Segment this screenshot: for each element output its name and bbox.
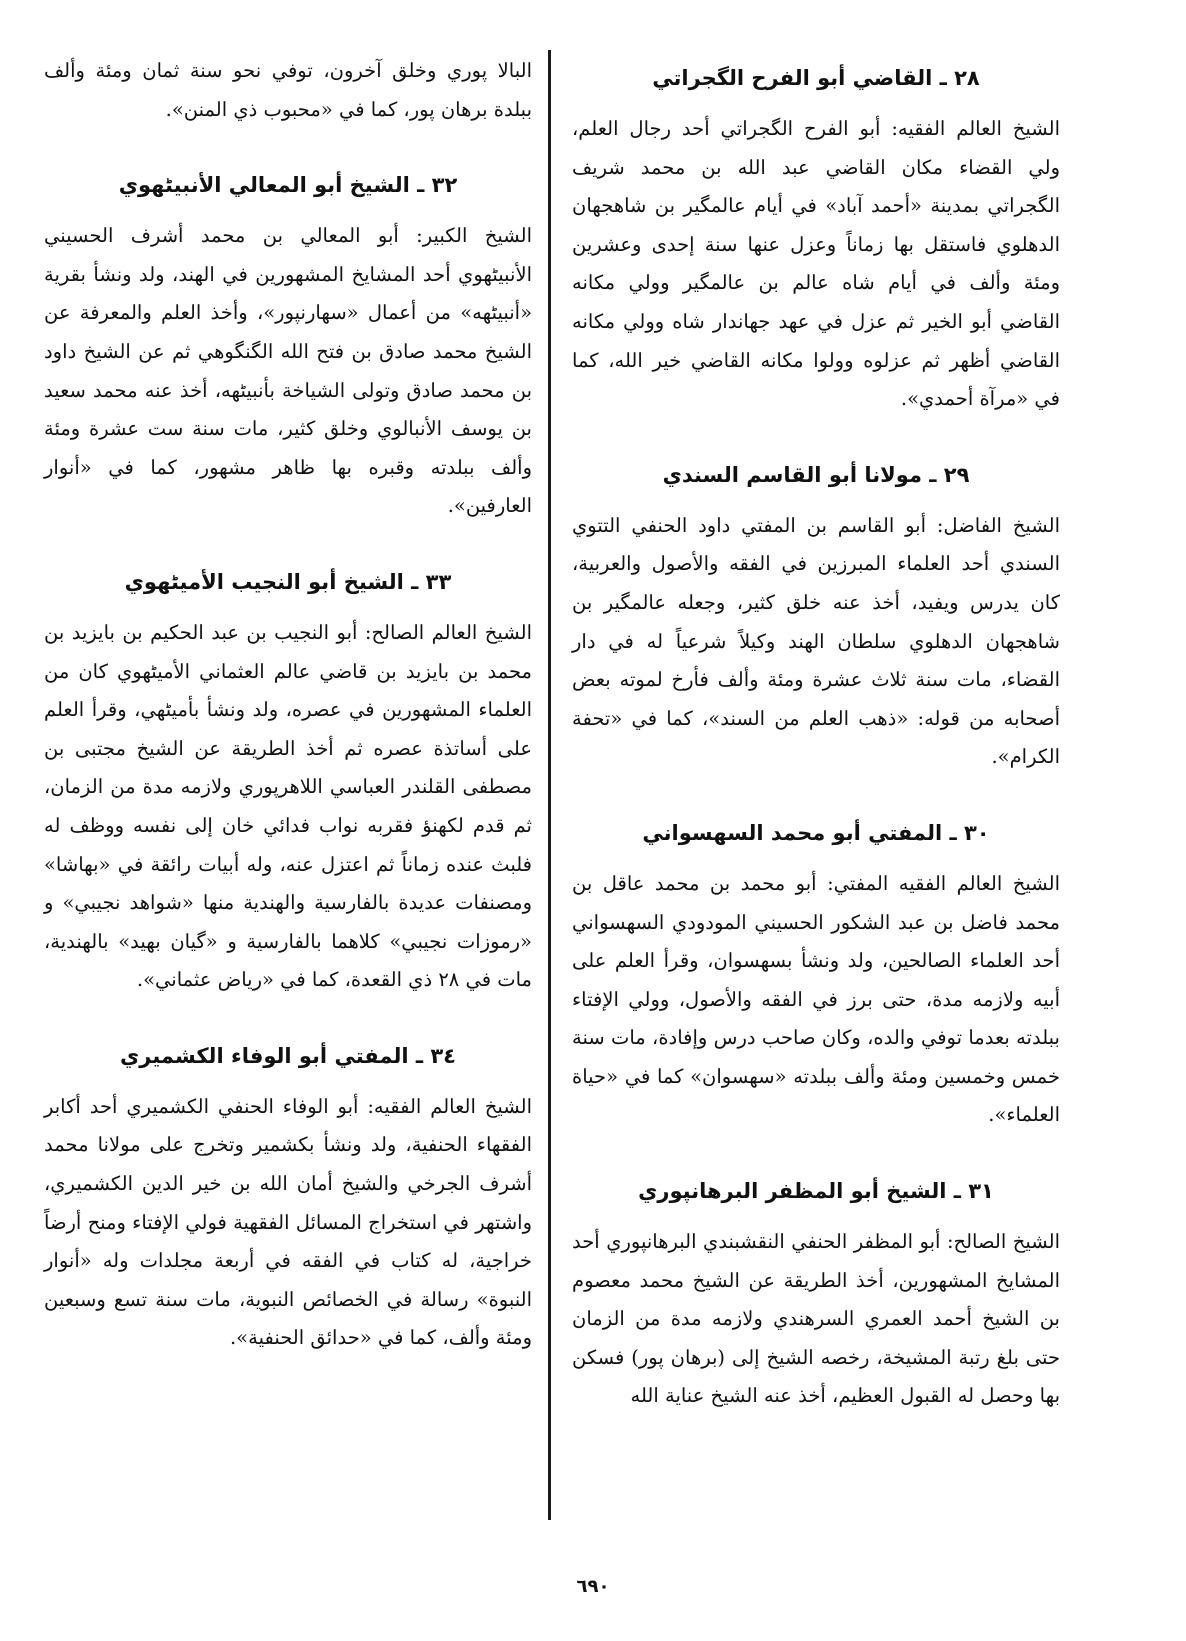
entry-28-body: الشيخ العالم الفقيه: أبو الفرح الگجراتي أحد رجال العلم، ولي القضاء مكان القاضي عبد الله بن محمد شريف الگجراتي بمدينة «أحمد آباد» في أيام عالمگير بن شاهجهان الدهلوي فاستقل بها زماناً وعزل عنها سنة إحدى وعشرين ومئة وألف في أيام شاه عالم بن عالمگير وولي مكانه القاضي أبو الخير ثم عزل في عهد جهاندار شاه وولي مكانه القاضي أظهر ثم عزلوه وولوا مكانه القاضي خير الله، كما في «مرآة أحمدي».	[572, 117, 1060, 411]
entry-34-body: الشيخ العالم الفقيه: أبو الوفاء الحنفي الكشميري أحد أكابر الفقهاء الحنفية، ولد ونشأ بكشمير وتخرج على مولانا محمد أشرف الجرخي والشيخ أمان الله بن خير الدين الكشميري، واشتهر في استخراج المسائل الفقهية فولي الإفتاء ومنح أرضاً خراجية، له كتاب في الفقه في أربعة مجلدات وله «أنوار النبوة» رسالة في الخصائص النبوية، مات سنة تسع وسبعين ومئة وألف، كما في «حدائق الحنفية».	[44, 1094, 532, 1350]
entry-34-title: ٣٤ ـ المفتي أبو الوفاء الكشميري	[120, 1043, 456, 1068]
right-column	[572, 52, 1060, 1416]
entry-32-title: ٣٢ ـ الشيخ أبو المعالي الأنبيٹهوي	[118, 173, 458, 198]
entry-33-body: الشيخ العالم الصالح: أبو النجيب بن عبد الحكيم بن بايزيد بن محمد بن بايزيد بن قاضي عالم العثماني الأميٹهوي كان من العلماء المشهورين في عصره، ولد ونشأ بأميٹهي، وقرأ العلم على أساتذة عصره ثم أخذ الطريقة عن الشيخ مجتبى بن مصطفى القلندر العباسي اللاهرپوري ولازمه مدة من الزمان، ثم قدم لكهنؤ فقربه نواب فدائي خان إلى نفسه ووظف له فلبث عنده زماناً ثم اعتزل عنه، وله أبيات رائقة في «بهاشا» ومصنفات عديدة بالفارسية والهندية منها «شواهد نجيبي» و «رموزات نجيبي» كلاهما بالفارسية و «گيان بهيد» بالهندية، مات في ٢٨ ذي القعدة، كما في «رياض عثماني».	[44, 620, 532, 992]
entry-32-body: الشيخ الكبير: أبو المعالي بن محمد أشرف الحسيني الأنبيٹهوي أحد المشايخ المشهورين في الهند، ولد ونشأ بقرية «أنبيٹهه» من أعمال «سهارنپور»، وأخذ العلم والمعرفة عن الشيخ محمد صادق بن فتح الله الگنگوهي ثم عن الشيخ داود بن محمد صادق وتولى الشياخة بأنبيٹهه، أخذ عنه محمد سعيد بن يوسف الأنبالوي وخلق كثير، مات سنة ست عشرة ومئة وألف ببلدته وقبره بها ظاهر مشهور، كما في «أنوار العارفين».	[44, 224, 532, 518]
entry-30-body: الشيخ العالم الفقيه المفتي: أبو محمد بن محمد عاقل بن محمد فاضل بن عبد الشكور الحسيني المودودي السهسواني أحد العلماء الصالحين، ولد ونشأ بسهسوان، وقرأ العلم على أبيه ولازمه مدة، حتى برز في الفقه والأصول، وولي الإفتاء ببلدته بعدما توفي والده، وكان صاحب درس وإفادة، مات سنة خمس وخمسين ومئة وألف ببلدته «سهسوان» كما في «حياة العلماء».	[572, 871, 1061, 1127]
entry-29-title: ٢٩ ـ مولانا أبو القاسم السندي	[662, 462, 970, 487]
entry-31-title: ٣١ ـ الشيخ أبو المظفر البرهانپوري	[638, 1179, 994, 1204]
entry-31-body: الشيخ الصالح: أبو المظفر الحنفي النقشبندي البرهانپوري أحد المشايخ المشهورين، أخذ الطريقة عن الشيخ محمد معصوم بن الشيخ أحمد العمري السرهندي ولازمه مدة من الزمان حتى بلغ رتبة المشيخة، رخصه الشيخ إلى (برهان پور) فسكن بها وحصل له القبول العظيم، أخذ عنه الشيخ عناية الله	[572, 1230, 1060, 1408]
entry-28-title: ٢٨ ـ القاضي أبو الفرح الگجراتي	[652, 66, 980, 90]
entry-33-title: ٣٣ ـ الشيخ أبو النجيب الأميٹهوي	[124, 569, 452, 594]
entry-31-continuation: البالا پوري وخلق آخرون، توفي نحو سنة ثمان ومئة وألف ببلدة برهان پور، كما في «محبوب ذي المنن».	[44, 59, 532, 121]
entry-29-body: الشيخ الفاضل: أبو القاسم بن المفتي داود الحنفي التتوي السندي أحد العلماء المبرزين في الفقه والأصول والعربية، كان يدرس ويفيد، أخذ عنه خلق كثير، وجعله عالمگير بن شاهجهان الدهلوي سلطان الهند وكيلاً شرعياً له في دار القضاء، مات سنة ثلاث عشرة ومئة وألف فأرخ لموته بعض أصحابه من قوله: «ذهب العلم من السند»، كما في «تحفة الكرام».	[572, 513, 1060, 769]
entry-30-title: ٣٠ ـ المفتي أبو محمد السهسواني	[642, 820, 990, 845]
left-column	[44, 52, 532, 1358]
page-number: ٦٩٠	[576, 1576, 610, 1597]
column-divider	[548, 50, 551, 1520]
